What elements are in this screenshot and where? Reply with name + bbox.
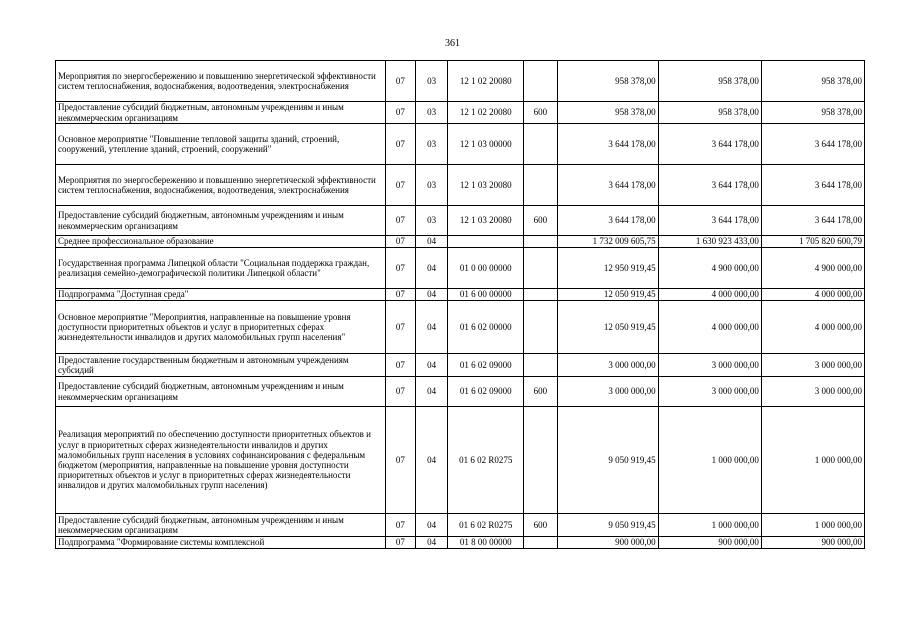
budget-item-name: Предоставление государственным бюджетным и автономным учреждениям субсидий: [56, 354, 386, 377]
expense-type-code: [524, 537, 557, 549]
amount-year-1: 12 050 919,45: [557, 301, 658, 354]
budget-item-name: Среднее профессиональное образование: [56, 236, 386, 248]
amount-year-3: 958 378,00: [761, 61, 864, 102]
amount-year-3: 3 000 000,00: [761, 354, 864, 377]
budget-item-name: Подпрограмма "Доступная среда": [56, 289, 386, 301]
table-row: [56, 165, 865, 206]
target-article-code: 01 6 02 09000: [448, 354, 524, 377]
table-row: [56, 124, 865, 165]
section-code: 07: [385, 124, 415, 165]
amount-year-3: 3 000 000,00: [761, 377, 864, 407]
budget-item-name: Предоставление субсидий бюджетным, автономным учреждениям и иным некоммерческим организациям: [56, 102, 386, 124]
budget-item-name: Реализация мероприятий по обеспечению доступности приоритетных объектов и услуг в приоритетных сферах жизнедеятельности инвалидов и других маломобильных групп населения в условиях софинансирования с федеральным бюджетом (мероприятия, направленные на повышение уровня доступности приоритетных объектов и услуг в приоритетных сферах жизнедеятельности инвалидов и других маломобильных групп населения): [56, 407, 386, 514]
section-code: 07: [385, 61, 415, 102]
amount-year-1: 958 378,00: [557, 61, 658, 102]
table-row: [56, 61, 865, 102]
subsection-code: 04: [415, 248, 447, 289]
amount-year-1: 3 000 000,00: [557, 354, 658, 377]
amount-year-1: 12 950 919,45: [557, 248, 658, 289]
budget-item-name: Мероприятия по энергосбережению и повышению энергетической эффективности систем теплоснабжения, водоснабжения, водоотведения, электроснабжения: [56, 61, 386, 102]
section-code: 07: [385, 301, 415, 354]
subsection-code: 04: [415, 537, 447, 549]
subsection-code: 03: [415, 102, 447, 124]
subsection-code: 04: [415, 289, 447, 301]
subsection-code: 03: [415, 61, 447, 102]
expense-type-code: [524, 248, 557, 289]
table-row: [56, 301, 865, 354]
budget-item-name: Предоставление субсидий бюджетным, автономным учреждениям и иным некоммерческим организациям: [56, 377, 386, 407]
amount-year-2: 3 644 178,00: [658, 165, 761, 206]
subsection-code: 03: [415, 165, 447, 206]
page-number: 361: [445, 38, 460, 49]
budget-item-name: Подпрограмма "Формирование системы комплексной: [56, 537, 386, 549]
expense-type-code: 600: [524, 377, 557, 407]
amount-year-2: 3 644 178,00: [658, 206, 761, 236]
amount-year-1: 9 050 919,45: [557, 514, 658, 537]
expense-type-code: [524, 301, 557, 354]
budget-item-name: Государственная программа Липецкой области "Социальная поддержка граждан, реализация семейно-демографической политики Липецкой области": [56, 248, 386, 289]
section-code: 07: [385, 354, 415, 377]
subsection-code: 04: [415, 301, 447, 354]
amount-year-3: 1 000 000,00: [761, 407, 864, 514]
amount-year-3: 4 000 000,00: [761, 301, 864, 354]
expense-type-code: [524, 124, 557, 165]
expense-type-code: [524, 289, 557, 301]
section-code: 07: [385, 236, 415, 248]
amount-year-2: 3 000 000,00: [658, 354, 761, 377]
target-article-code: 01 6 02 R0275: [448, 407, 524, 514]
subsection-code: 04: [415, 514, 447, 537]
amount-year-1: 3 644 178,00: [557, 124, 658, 165]
amount-year-2: 4 000 000,00: [658, 301, 761, 354]
budget-item-name: Основное мероприятие "Повышение тепловой защиты зданий, строений, сооружений, утепление зданий, строений, сооружений": [56, 124, 386, 165]
table-row: [56, 537, 865, 549]
subsection-code: 03: [415, 206, 447, 236]
table-row: [56, 407, 865, 514]
amount-year-2: 1 630 923 433,00: [658, 236, 761, 248]
amount-year-3: 958 378,00: [761, 102, 864, 124]
amount-year-3: 3 644 178,00: [761, 124, 864, 165]
subsection-code: 04: [415, 407, 447, 514]
subsection-code: 04: [415, 377, 447, 407]
subsection-code: 04: [415, 236, 447, 248]
amount-year-2: 958 378,00: [658, 102, 761, 124]
expense-type-code: [524, 61, 557, 102]
amount-year-1: 958 378,00: [557, 102, 658, 124]
subsection-code: 03: [415, 124, 447, 165]
amount-year-2: 1 000 000,00: [658, 407, 761, 514]
amount-year-2: 3 644 178,00: [658, 124, 761, 165]
amount-year-2: 4 000 000,00: [658, 289, 761, 301]
amount-year-1: 9 050 919,45: [557, 407, 658, 514]
target-article-code: 01 0 00 00000: [448, 248, 524, 289]
amount-year-3: 4 000 000,00: [761, 289, 864, 301]
amount-year-3: 4 900 000,00: [761, 248, 864, 289]
amount-year-2: 3 000 000,00: [658, 377, 761, 407]
table-row: [56, 289, 865, 301]
amount-year-1: 3 000 000,00: [557, 377, 658, 407]
section-code: 07: [385, 407, 415, 514]
budget-item-name: Предоставление субсидий бюджетным, автономным учреждениям и иным некоммерческим организациям: [56, 206, 386, 236]
section-code: 07: [385, 206, 415, 236]
table-row: [56, 377, 865, 407]
expense-type-code: 600: [524, 102, 557, 124]
target-article-code: 12 1 02 20080: [448, 61, 524, 102]
target-article-code: 01 6 02 R0275: [448, 514, 524, 537]
expense-type-code: [524, 407, 557, 514]
target-article-code: 01 6 02 09000: [448, 377, 524, 407]
amount-year-3: 900 000,00: [761, 537, 864, 549]
amount-year-3: 3 644 178,00: [761, 165, 864, 206]
section-code: 07: [385, 289, 415, 301]
amount-year-1: 900 000,00: [557, 537, 658, 549]
target-article-code: [448, 236, 524, 248]
target-article-code: 12 1 03 20080: [448, 165, 524, 206]
target-article-code: 12 1 03 00000: [448, 124, 524, 165]
target-article-code: 12 1 02 20080: [448, 102, 524, 124]
table-row: [56, 514, 865, 537]
amount-year-3: 1 705 820 600,79: [761, 236, 864, 248]
target-article-code: 12 1 03 20080: [448, 206, 524, 236]
section-code: 07: [385, 102, 415, 124]
target-article-code: 01 6 02 00000: [448, 301, 524, 354]
table-row: [56, 102, 865, 124]
amount-year-1: 3 644 178,00: [557, 206, 658, 236]
amount-year-2: 958 378,00: [658, 61, 761, 102]
table-row: [56, 354, 865, 377]
amount-year-3: 1 000 000,00: [761, 514, 864, 537]
section-code: 07: [385, 248, 415, 289]
amount-year-1: 1 732 009 605,75: [557, 236, 658, 248]
budget-item-name: Мероприятия по энергосбережению и повышению энергетической эффективности систем теплоснабжения, водоснабжения, водоотведения, электроснабжения: [56, 165, 386, 206]
expense-type-code: [524, 236, 557, 248]
table-row: [56, 248, 865, 289]
section-code: 07: [385, 165, 415, 206]
expense-type-code: 600: [524, 514, 557, 537]
section-code: 07: [385, 537, 415, 549]
amount-year-1: 3 644 178,00: [557, 165, 658, 206]
subsection-code: 04: [415, 354, 447, 377]
section-code: 07: [385, 514, 415, 537]
expense-type-code: [524, 165, 557, 206]
expense-type-code: [524, 354, 557, 377]
budget-item-name: Основное мероприятие "Мероприятия, направленные на повышение уровня доступности приоритетных объектов и услуг в приоритетных сферах жизнедеятельности инвалидов и других маломобильных групп населения": [56, 301, 386, 354]
target-article-code: 01 8 00 00000: [448, 537, 524, 549]
target-article-code: 01 6 00 00000: [448, 289, 524, 301]
amount-year-2: 4 900 000,00: [658, 248, 761, 289]
amount-year-2: 900 000,00: [658, 537, 761, 549]
expense-type-code: 600: [524, 206, 557, 236]
section-code: 07: [385, 377, 415, 407]
budget-table: [55, 60, 865, 549]
table-row: [56, 236, 865, 248]
budget-item-name: Предоставление субсидий бюджетным, автономным учреждениям и иным некоммерческим организациям: [56, 514, 386, 537]
amount-year-2: 1 000 000,00: [658, 514, 761, 537]
table-row: [56, 206, 865, 236]
amount-year-3: 3 644 178,00: [761, 206, 864, 236]
amount-year-1: 12 050 919,45: [557, 289, 658, 301]
